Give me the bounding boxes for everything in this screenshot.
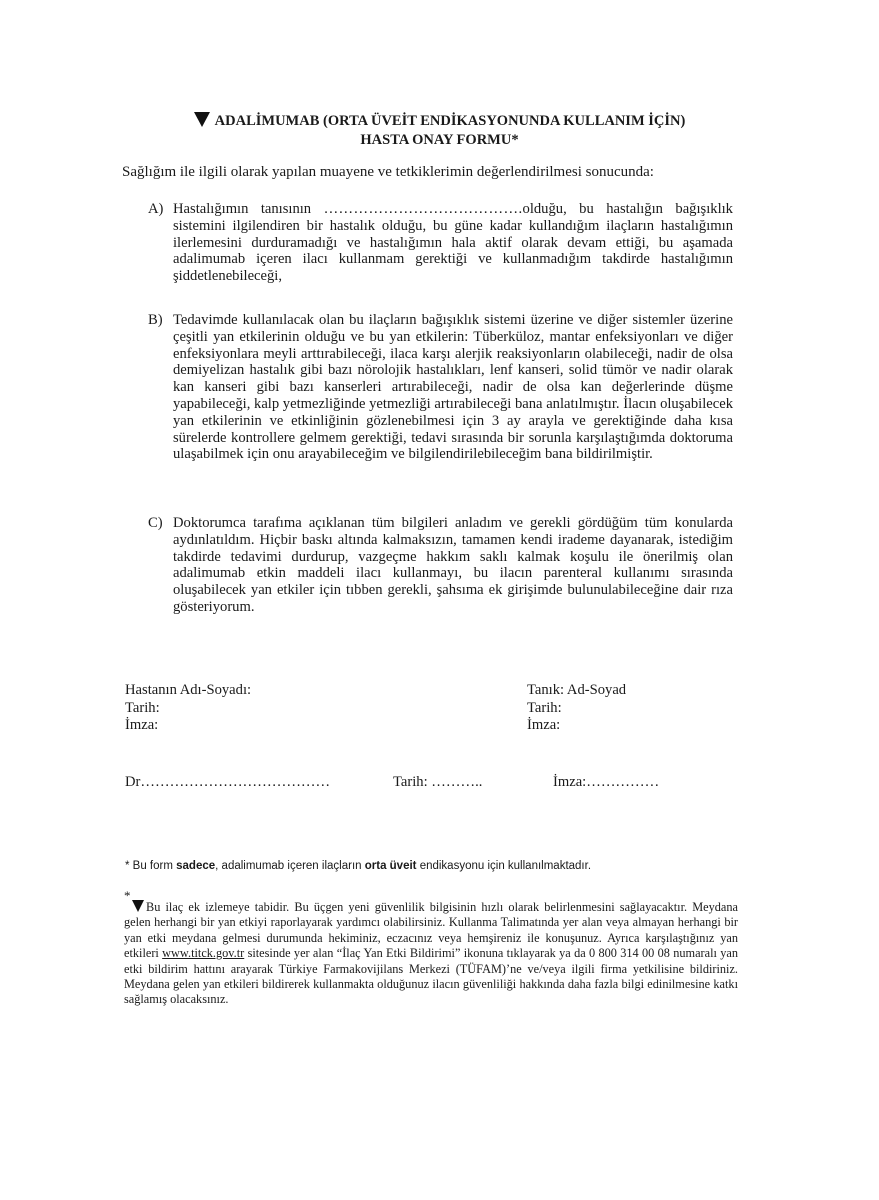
diagnosis-blank[interactable]: ………………………………….	[323, 201, 523, 217]
black-triangle-icon	[194, 112, 210, 127]
title-line-1: ADALİMUMAB (ORTA ÜVEİT ENDİKASYONUNDA KULLANIM İÇİN)	[0, 112, 879, 131]
item-c	[148, 515, 733, 616]
witness-signature-block	[527, 682, 626, 735]
item-b	[148, 312, 733, 463]
doctor-sign-line: İmza:……………	[553, 774, 660, 790]
asterisk: *	[124, 888, 131, 903]
item-a-text: Hastalığımın tanısının ………………………………….olduğu, bu hastalığın bağışıklık sistemini ilgilendiren bir hastalık olduğu, bu güne kadar kullandığım ilaçların hastalığımın ilerlemesini durduramadığı ve hastalığımın hala aktif olarak devam ettiği, bu aşamada adalimumab içeren ilacı kullanmam gerektiği ve kullanmadığım takdirde hastalığımın şiddetlenebileceği,	[173, 201, 733, 285]
patient-signature-block	[125, 682, 251, 735]
titck-link[interactable]: www.titck.gov.tr	[162, 946, 245, 961]
additional-monitoring-notice	[124, 888, 738, 1008]
doctor-name-line: Dr…………………………………	[125, 774, 331, 790]
item-c-text: Doktorumca tarafıma açıklanan tüm bilgileri anladım ve gerekli gördüğüm tüm konularda aydınlatıldım. Hiçbir baskı altında kalmaksızın, tamamen kendi irademe dayanarak, istediğim takdirde tedavimi durdurup, vazgeçme hakkım saklı kalmak koşulu ile önerilmiş olan adalimumab etkin maddeli ilacı kullanmayı, bu ilacın parenteral kullanımı sırasında oluşabilecek yan etkiler için tıbben gerekli, şahsıma ek girişimde bulunulabileceğine dair rıza gösteriyorum.	[173, 515, 733, 615]
item-a-marker: A)	[148, 201, 164, 217]
witness-date-label: Tarih:	[527, 699, 562, 716]
notice-text: Bu ilaç ek izlemeye tabidir. Bu üçgen yeni güvenlilik bilgisinin hızlı olarak belirlenmesini sağlayacaktır. Meydana gelen herhangi bir yan etkiyi raporlayarak yardımcı olabilirsiniz. Kullanma Talimatında yer alan veya almayan herhangi bir yan etki meydana gelmesi durumunda hekiminiz, eczacınız veya hemşireniz ile konuşunuz. Ayrıca karşılaştığınız yan etkileri www.titck.gov.tr sitesinde yer alan “İlaç Yan Etki Bildirimi” ikonuna tıklayarak ya da 0 800 314 00 08 numaralı yan etki bildirim hattını arayarak Türkiye Farmakovijilans Merkezi (TÜFAM)’ne ve/veya ilgili firma yetkilisine bildiriniz. Meydana gelen yan etkileri bildirerek kullanmakta olduğunuz ilacın güvenliliği hakkında daha fazla bilgi edinilmesine katkı sağlamış olacaksınız.	[124, 900, 738, 1007]
patient-date-label: Tarih:	[125, 699, 160, 716]
witness-sign-label: İmza:	[527, 717, 561, 733]
witness-name-label: Tanık: Ad-Soyad	[527, 682, 627, 698]
title-line-2: HASTA ONAY FORMU*	[360, 132, 519, 148]
form-title	[0, 112, 879, 150]
doctor-date-line: Tarih: ………..	[393, 774, 483, 790]
intro-text: Sağlığım ile ilgili olarak yapılan muayene ve tetkiklerimin değerlendirilmesi sonucunda:	[122, 164, 654, 180]
item-a	[148, 201, 733, 285]
patient-name-label: Hastanın Adı-Soyadı:	[125, 682, 252, 698]
item-b-marker: B)	[148, 312, 163, 328]
item-b-text: Tedavimde kullanılacak olan bu ilaçların bağışıklık sistemi üzerine ve diğer sistemler üzerine çeşitli yan etkilerinin olduğu ve bu yan etkilerin: Tüberküloz, mantar enfeksiyonları ve diğer enfeksiyonlara meyli arttırabileceği, ilaca karşı alerjik reaksiyonların olabileceği, nadir de olsa demiyelizan hastalık gibi bazı nörolojik hastalıkları, lenf kanseri, solid tümör ve nadir olarak kan kanseri gibi bazı kanserleri artırabileceği, nadir de olsa kan değerlerinde düşme yapabileceği, kalp yetmezliğinde yetmezliği artırabileceği bana anlatılmıştır. İlacın oluşabilecek yan etkilerinin ve etkinliğinin gözlenebilmesi için 3 ay arayla ve gerektiğinde daha kısa sürelerde kontrollere gelmem gerektiği, tedavi sırasında bir sorunla karşılaştığımda doktoruma ulaşabilmek için onu arayabileceğim ve bilgilendirilebileceğim bana bildirilmiştir.	[173, 312, 734, 463]
black-triangle-icon	[132, 900, 144, 912]
form-footnote: * Bu form sadece, adalimumab içeren ilaçların orta üveit endikasyonu için kullanılmaktadır.	[125, 860, 592, 872]
patient-sign-label: İmza:	[125, 717, 159, 733]
item-c-marker: C)	[148, 515, 163, 531]
